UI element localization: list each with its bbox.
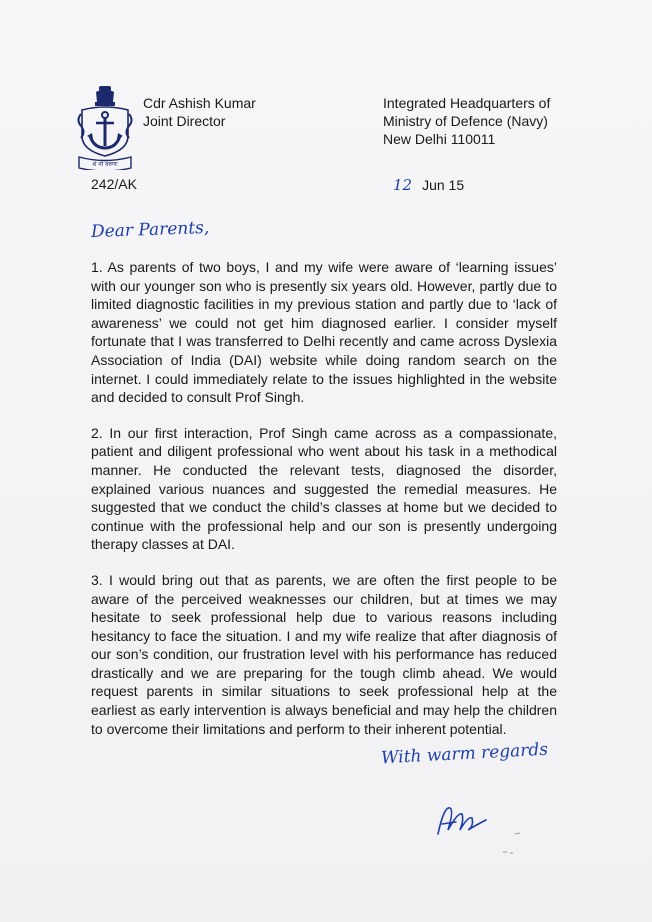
letter-body: [91, 258, 557, 755]
salutation-handwritten: Dear Parents,: [90, 217, 210, 243]
paragraph-1: 1. As parents of two boys, I and my wife were aware of ‘learning issues’ with our younger son who is presently six years old. However, partly due to limited diagnostic facilities in my previous station and partly due to ‘lack of awareness’ we could not get him diagnosed earlier. I consider myself fortunate that I was transferred to Delhi recently and came across Dyslexia Association of India (DAI) website while doing random search on the internet. I could immediately relate to the issues highlighted in the website and decided to consult Prof Singh.: [91, 259, 557, 406]
letter-date: [393, 176, 464, 194]
org-line-2: Ministry of Defence (Navy): [383, 113, 548, 129]
paragraph-3: 3. I would bring out that as parents, we are often the first people to be aware of the perceived weaknesses our children, but at times we may hesitate to seek professional help due to various reasons including hesitancy to face the situation. I and my wife realize that after diagnosis of our son’s condition, our frustration level with his performance has reduced drastically and we are preparing for the tough climb ahead. We would request parents in similar situations to seek professional help at the earliest as early intervention is always beneficial and may help the children to overcome their limitations and perform to their inherent potential.: [91, 571, 557, 737]
date-day-handwritten: 12: [393, 176, 413, 194]
emblem-motto: शं नो वरुणः: [92, 161, 118, 168]
sender-title: Joint Director: [143, 113, 226, 129]
org-line-3: New Delhi 110011: [383, 131, 496, 147]
paper-marks: [495, 828, 535, 858]
closing-handwritten: With warm regards: [380, 739, 549, 769]
org-line-1: Integrated Headquarters of: [383, 95, 551, 111]
naval-crest-icon: [76, 84, 134, 170]
organization-address: [383, 94, 550, 148]
sender-block: [143, 94, 256, 130]
sender-name: Cdr Ashish Kumar: [143, 95, 256, 111]
date-month-year: Jun 15: [422, 177, 465, 193]
handwritten-signature-icon: [434, 800, 490, 840]
reference-number: 242/AK: [91, 176, 137, 192]
paragraph-2: 2. In our first interaction, Prof Singh came across as a compassionate, patient and diligent professional who went about his task in a methodical manner. He conducted the relevant tests, diagnosed the disorder, explained various nuances and suggested the remedial measures. He suggested that we conduct the child’s classes at home but we decided to continue with the professional help and our son is presently undergoing therapy classes at DAI.: [91, 424, 557, 553]
